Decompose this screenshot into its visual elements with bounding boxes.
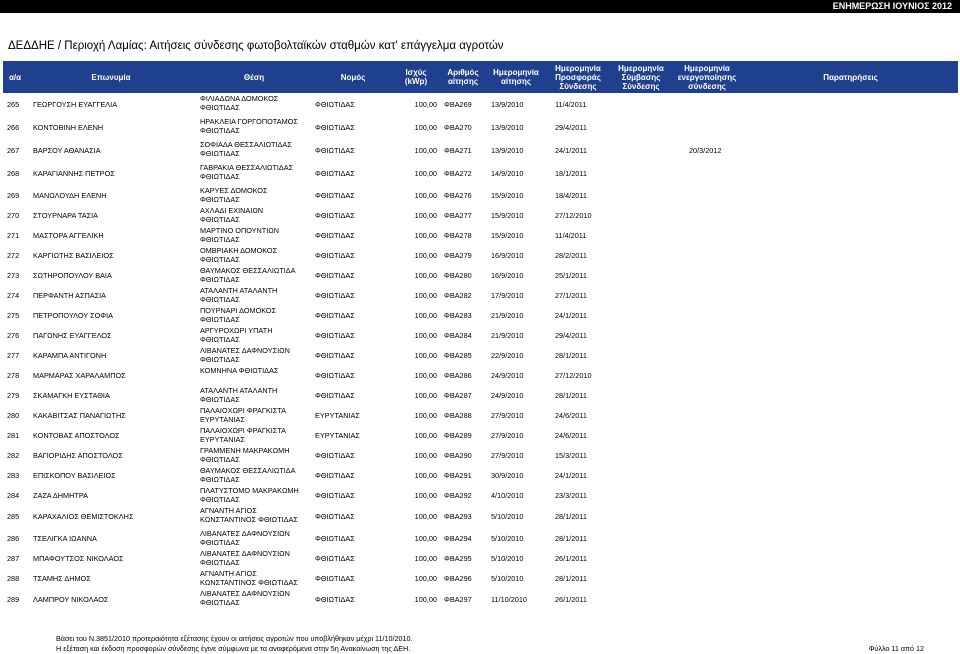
cell-name: ΠΕΡΦΑΝΤΗ ΑΣΠΑΣΙΑ bbox=[33, 290, 107, 300]
cell-activation-date bbox=[689, 465, 743, 485]
cell-power: 100,00 bbox=[414, 450, 437, 460]
table-row bbox=[3, 265, 958, 285]
cell-prefecture: ΦΘΙΩΤΙΔΑΣ bbox=[315, 490, 355, 500]
cell-offer-date: 24/6/2011 bbox=[555, 430, 587, 440]
cell-aa: 267 bbox=[7, 146, 20, 155]
cell-contract-date bbox=[615, 548, 671, 568]
cell-contract-date bbox=[615, 345, 671, 365]
table-row bbox=[3, 425, 958, 445]
col-name: Επωνυμία bbox=[91, 72, 131, 82]
col-offer-date: Ημερομηνία Προσφοράς Σύνδεσης bbox=[555, 63, 601, 91]
cell-aa: 274 bbox=[7, 290, 20, 300]
cell-app-date: 27/9/2010 bbox=[491, 450, 524, 460]
cell-power: 100,00 bbox=[414, 146, 437, 155]
cell-position: ΑΓΝΑΝΤΗ ΑΓΙΟΣ ΚΩΝΣΤΑΝΤΙΝΟΣ ΦΘΙΩΤΙΔΑΣ bbox=[200, 506, 298, 524]
table-row bbox=[3, 93, 958, 116]
col-aa: α/α bbox=[8, 72, 22, 82]
cell-prefecture: ΦΘΙΩΤΙΔΑΣ bbox=[315, 290, 355, 300]
cell-app-no: ΦΒΑ282 bbox=[444, 290, 472, 300]
cell-contract-date bbox=[615, 405, 671, 425]
cell-app-no: ΦΒΑ276 bbox=[444, 190, 472, 200]
cell-activation-date bbox=[689, 505, 743, 528]
table-row bbox=[3, 385, 958, 405]
cell-activation-date bbox=[689, 425, 743, 445]
cell-app-no: ΦΒΑ291 bbox=[444, 470, 472, 480]
cell-offer-date: 24/1/2011 bbox=[555, 470, 587, 480]
table-row bbox=[3, 445, 958, 465]
cell-name: ΜΑΡΜΑΡΑΣ ΧΑΡΑΛΑΜΠΟΣ bbox=[33, 370, 126, 380]
cell-activation-date bbox=[689, 162, 743, 185]
cell-contract-date bbox=[615, 116, 671, 139]
cell-app-no: ΦΒΑ269 bbox=[444, 100, 472, 109]
cell-power: 100,00 bbox=[414, 410, 437, 420]
cell-power: 100,00 bbox=[414, 100, 437, 109]
cell-app-date: 24/9/2010 bbox=[491, 370, 524, 380]
cell-app-no: ΦΒΑ289 bbox=[444, 430, 472, 440]
cell-activation-date bbox=[689, 548, 743, 568]
table-row bbox=[3, 139, 958, 162]
cell-activation-date bbox=[689, 93, 743, 116]
cell-prefecture: ΦΘΙΩΤΙΔΑΣ bbox=[315, 330, 355, 340]
table-row bbox=[3, 185, 958, 205]
footer-note-2: Η εξέταση και έκδοση προσφορών σύνδεσης έγινε σύμφωνα με τα αναφερόμενα στην 5η Ανακοίνωση της ΔΕΗ. bbox=[56, 644, 411, 653]
cell-app-no: ΦΒΑ279 bbox=[444, 250, 472, 260]
cell-aa: 282 bbox=[7, 450, 20, 460]
cell-position: ΛΙΒΑΝΑΤΕΣ ΔΑΦΝΟΥΣΙΩΝ ΦΘΙΩΤΙΔΑΣ bbox=[200, 346, 290, 364]
cell-aa: 269 bbox=[7, 190, 20, 200]
col-contract-date: Ημερομηνία Σύμβασης Σύνδεσης bbox=[618, 63, 664, 91]
table-row bbox=[3, 405, 958, 425]
top-banner bbox=[0, 0, 960, 13]
cell-aa: 273 bbox=[7, 270, 20, 280]
cell-position: ΟΜΒΡΙΑΚΗ ΔΟΜΟΚΟΣ ΦΘΙΩΤΙΔΑΣ bbox=[200, 246, 278, 264]
cell-name: ΚΑΚΑΒΙΤΣΑΣ ΠΑΝΑΓΙΩΤΗΣ bbox=[33, 410, 126, 420]
cell-app-date: 11/10/2010 bbox=[491, 595, 527, 604]
cell-prefecture: ΦΘΙΩΤΙΔΑΣ bbox=[315, 470, 355, 480]
cell-app-date: 21/9/2010 bbox=[491, 330, 524, 340]
cell-offer-date: 29/4/2011 bbox=[555, 330, 587, 340]
cell-power: 100,00 bbox=[414, 169, 437, 178]
cell-prefecture: ΦΘΙΩΤΙΔΑΣ bbox=[315, 270, 355, 280]
table-row bbox=[3, 305, 958, 325]
cell-name: ΠΕΤΡΟΠΟΥΛΟΥ ΣΟΦΙΑ bbox=[33, 310, 113, 320]
cell-offer-date: 26/1/2011 bbox=[555, 553, 587, 563]
cell-position: ΠΛΑΤΥΣΤΟΜΟ ΜΑΚΡΑΚΩΜΗ ΦΘΙΩΤΙΔΑΣ bbox=[200, 486, 299, 504]
cell-prefecture: ΦΘΙΩΤΙΔΑΣ bbox=[315, 450, 355, 460]
update-label: ΕΝΗΜΕΡΩΣΗ ΙΟΥΝΙΟΣ 2012 bbox=[832, 1, 952, 11]
cell-prefecture: ΦΘΙΩΤΙΔΑΣ bbox=[315, 100, 355, 109]
table-row bbox=[3, 116, 958, 139]
cell-power: 100,00 bbox=[414, 512, 437, 521]
cell-position: ΑΓΝΑΝΤΗ ΑΓΙΟΣ ΚΩΝΣΤΑΝΤΙΝΟΣ ΦΘΙΩΤΙΔΑΣ bbox=[200, 569, 298, 587]
cell-activation-date bbox=[689, 325, 743, 345]
cell-power: 100,00 bbox=[414, 533, 437, 543]
cell-aa: 288 bbox=[7, 573, 20, 583]
cell-app-date: 15/9/2010 bbox=[491, 190, 524, 200]
col-remarks: Παρατηρήσεις bbox=[823, 72, 878, 82]
table-row bbox=[3, 505, 958, 528]
cell-app-no: ΦΒΑ280 bbox=[444, 270, 472, 280]
cell-app-date: 14/9/2010 bbox=[491, 169, 524, 178]
cell-app-date: 24/9/2010 bbox=[491, 390, 524, 400]
table-row bbox=[3, 162, 958, 185]
col-power: Ισχύς (kWp) bbox=[404, 68, 428, 86]
cell-position: ΘΑΥΜΑΚΟΣ ΘΕΣΣΑΛΙΩΤΙΔΑ ΦΘΙΩΤΙΔΑΣ bbox=[200, 266, 296, 284]
cell-aa: 272 bbox=[7, 250, 20, 260]
cell-app-no: ΦΒΑ293 bbox=[444, 512, 472, 521]
cell-app-no: ΦΒΑ296 bbox=[444, 573, 472, 583]
cell-aa: 280 bbox=[7, 410, 20, 420]
cell-activation-date bbox=[689, 345, 743, 365]
cell-power: 100,00 bbox=[414, 310, 437, 320]
cell-contract-date bbox=[615, 93, 671, 116]
cell-position: ΗΡΑΚΛΕΙΑ ΓΟΡΓΟΠΟΤΑΜΟΣ ΦΘΙΩΤΙΔΑΣ bbox=[200, 117, 298, 135]
cell-offer-date: 28/1/2011 bbox=[555, 573, 587, 583]
cell-power: 100,00 bbox=[414, 390, 437, 400]
cell-prefecture: ΦΘΙΩΤΙΔΑΣ bbox=[315, 169, 355, 178]
cell-offer-date: 25/1/2011 bbox=[555, 270, 587, 280]
cell-prefecture: ΦΘΙΩΤΙΔΑΣ bbox=[315, 310, 355, 320]
cell-prefecture: ΦΘΙΩΤΙΔΑΣ bbox=[315, 190, 355, 200]
page-title: ΔΕΔΔΗΕ / Περιοχή Λαμίας: Αιτήσεις σύνδεσης φωτοβολταϊκών σταθμών κατ' επάγγελμα αγροτών bbox=[8, 40, 504, 52]
cell-contract-date bbox=[615, 485, 671, 505]
cell-contract-date bbox=[615, 568, 671, 588]
cell-name: ΒΑΡΣΟΥ ΑΘΑΝΑΣΙΑ bbox=[33, 146, 101, 155]
cell-app-no: ΦΒΑ270 bbox=[444, 123, 472, 132]
cell-app-no: ΦΒΑ292 bbox=[444, 490, 472, 500]
cell-activation-date bbox=[689, 405, 743, 425]
cell-offer-date: 28/1/2011 bbox=[555, 512, 587, 521]
cell-prefecture: ΦΘΙΩΤΙΔΑΣ bbox=[315, 573, 355, 583]
cell-offer-date: 15/3/2011 bbox=[555, 450, 587, 460]
cell-aa: 284 bbox=[7, 490, 20, 500]
cell-offer-date: 28/1/2011 bbox=[555, 533, 587, 543]
table-row bbox=[3, 528, 958, 548]
cell-position: ΓΡΑΜΜΕΝΗ ΜΑΚΡΑΚΩΜΗ ΦΘΙΩΤΙΔΑΣ bbox=[200, 446, 290, 464]
cell-position: ΑΧΛΑΔΙ ΕΧΙΝΑΙΩΝ ΦΘΙΩΤΙΔΑΣ bbox=[200, 206, 264, 224]
cell-power: 100,00 bbox=[414, 190, 437, 200]
cell-name: ΕΠΙΣΚΟΠΟΥ ΒΑΣΙΛΕΙΟΣ bbox=[33, 470, 116, 480]
table-row bbox=[3, 325, 958, 345]
page-number: Φύλλο 11 από 12 bbox=[868, 644, 924, 653]
cell-position: ΦΙΛΙΑΔΩΝΑ ΔΟΜΟΚΟΣ ΦΘΙΩΤΙΔΑΣ bbox=[200, 94, 279, 112]
cell-name: ΜΠΑΦΟΥΤΣΟΣ ΝΙΚΟΛΑΟΣ bbox=[33, 553, 124, 563]
cell-position: ΜΑΡΤΙΝΟ ΟΠΟΥΝΤΙΩΝ ΦΘΙΩΤΙΔΑΣ bbox=[200, 226, 280, 244]
cell-aa: 265 bbox=[7, 100, 20, 109]
cell-aa: 275 bbox=[7, 310, 20, 320]
cell-power: 100,00 bbox=[414, 490, 437, 500]
cell-app-date: 16/9/2010 bbox=[491, 250, 524, 260]
cell-offer-date: 18/4/2011 bbox=[555, 190, 587, 200]
cell-activation-date bbox=[689, 185, 743, 205]
table-row bbox=[3, 568, 958, 588]
cell-contract-date bbox=[615, 528, 671, 548]
cell-prefecture: ΕΥΡΥΤΑΝΙΑΣ bbox=[315, 430, 360, 440]
cell-position: ΛΙΒΑΝΑΤΕΣ ΔΑΦΝΟΥΣΙΩΝ ΦΘΙΩΤΙΔΑΣ bbox=[200, 589, 290, 607]
cell-aa: 289 bbox=[7, 595, 20, 604]
cell-app-no: ΦΒΑ277 bbox=[444, 210, 472, 220]
cell-name: ΚΑΡΑΓΙΑΝΝΗΣ ΠΕΤΡΟΣ bbox=[33, 169, 115, 178]
cell-position: ΘΑΥΜΑΚΟΣ ΘΕΣΣΑΛΙΩΤΙΔΑ ΦΘΙΩΤΙΔΑΣ bbox=[200, 466, 296, 484]
cell-app-no: ΦΒΑ284 bbox=[444, 330, 472, 340]
cell-app-date: 5/10/2010 bbox=[491, 533, 524, 543]
cell-position: ΣΟΦΙΑΔΑ ΘΕΣΣΑΛΙΩΤΙΔΑΣ ΦΘΙΩΤΙΔΑΣ bbox=[200, 140, 292, 158]
cell-contract-date bbox=[615, 365, 671, 385]
cell-name: ΒΑΓΙΟΡΙΔΗΣ ΑΠΟΣΤΟΛΟΣ bbox=[33, 450, 123, 460]
cell-power: 100,00 bbox=[414, 330, 437, 340]
cell-aa: 286 bbox=[7, 533, 20, 543]
cell-power: 100,00 bbox=[414, 123, 437, 132]
cell-app-no: ΦΒΑ283 bbox=[444, 310, 472, 320]
cell-name: ΜΑΝΩΛΟΥΔΗ ΕΛΕΝΗ bbox=[33, 190, 107, 200]
cell-offer-date: 24/1/2011 bbox=[555, 310, 587, 320]
cell-power: 100,00 bbox=[414, 350, 437, 360]
cell-position: ΠΑΛΑΙΟΧΩΡΙ ΦΡΑΓΚΙΣΤΑ ΕΥΡΥΤΑΝΙΑΣ bbox=[200, 406, 287, 424]
cell-app-date: 27/9/2010 bbox=[491, 430, 524, 440]
applications-table bbox=[3, 61, 958, 611]
cell-name: ΠΑΓΩΝΗΣ ΕΥΑΓΓΕΛΟΣ bbox=[33, 330, 112, 340]
cell-name: ΓΕΩΡΓΟΥΣΗ ΕΥΑΓΓΕΛΙΑ bbox=[33, 100, 118, 109]
cell-offer-date: 26/1/2011 bbox=[555, 595, 587, 604]
cell-activation-date bbox=[689, 205, 743, 225]
cell-aa: 270 bbox=[7, 210, 20, 220]
cell-offer-date: 28/1/2011 bbox=[555, 350, 587, 360]
cell-contract-date bbox=[615, 162, 671, 185]
cell-contract-date bbox=[615, 265, 671, 285]
cell-prefecture: ΦΘΙΩΤΙΔΑΣ bbox=[315, 512, 355, 521]
cell-app-date: 15/9/2010 bbox=[491, 210, 524, 220]
cell-contract-date bbox=[615, 465, 671, 485]
cell-contract-date bbox=[615, 425, 671, 445]
cell-app-date: 13/9/2010 bbox=[491, 123, 524, 132]
cell-offer-date: 24/6/2011 bbox=[555, 410, 587, 420]
cell-app-date: 5/10/2010 bbox=[491, 573, 524, 583]
cell-prefecture: ΦΘΙΩΤΙΔΑΣ bbox=[315, 553, 355, 563]
cell-aa: 268 bbox=[7, 169, 20, 178]
cell-offer-date: 11/4/2011 bbox=[555, 100, 587, 109]
cell-prefecture: ΦΘΙΩΤΙΔΑΣ bbox=[315, 123, 355, 132]
col-app-date: Ημερομηνία αίτησης bbox=[493, 68, 539, 86]
cell-offer-date: 11/4/2011 bbox=[555, 230, 587, 240]
cell-power: 100,00 bbox=[414, 270, 437, 280]
cell-activation-date bbox=[689, 265, 743, 285]
cell-offer-date: 28/1/2011 bbox=[555, 390, 587, 400]
cell-contract-date bbox=[615, 325, 671, 345]
cell-prefecture: ΦΘΙΩΤΙΔΑΣ bbox=[315, 146, 355, 155]
cell-contract-date bbox=[615, 225, 671, 245]
cell-prefecture: ΦΘΙΩΤΙΔΑΣ bbox=[315, 533, 355, 543]
cell-app-date: 4/10/2010 bbox=[491, 490, 524, 500]
cell-power: 100,00 bbox=[414, 210, 437, 220]
cell-app-no: ΦΒΑ278 bbox=[444, 230, 472, 240]
cell-contract-date bbox=[615, 285, 671, 305]
cell-aa: 279 bbox=[7, 390, 20, 400]
cell-prefecture: ΦΘΙΩΤΙΔΑΣ bbox=[315, 250, 355, 260]
cell-position: ΓΑΒΡΑΚΙΑ ΘΕΣΣΑΛΙΩΤΙΔΑΣ ΦΘΙΩΤΙΔΑΣ bbox=[200, 163, 294, 181]
table-header bbox=[3, 61, 958, 93]
cell-power: 100,00 bbox=[414, 370, 437, 380]
cell-aa: 271 bbox=[7, 230, 20, 240]
cell-app-no: ΦΒΑ272 bbox=[444, 169, 472, 178]
cell-name: ΣΩΤΗΡΟΠΟΥΛΟΥ ΒΑΙΑ bbox=[33, 270, 112, 280]
cell-contract-date bbox=[615, 588, 671, 611]
cell-offer-date: 29/4/2011 bbox=[555, 123, 587, 132]
table-row bbox=[3, 285, 958, 305]
cell-activation-date bbox=[689, 445, 743, 465]
cell-app-date: 13/9/2010 bbox=[491, 100, 524, 109]
cell-offer-date: 28/2/2011 bbox=[555, 250, 587, 260]
cell-app-date: 30/9/2010 bbox=[491, 470, 524, 480]
cell-contract-date bbox=[615, 185, 671, 205]
cell-offer-date: 18/1/2011 bbox=[555, 169, 587, 178]
cell-aa: 281 bbox=[7, 430, 20, 440]
table-row bbox=[3, 588, 958, 611]
cell-activation-date bbox=[689, 568, 743, 588]
cell-aa: 287 bbox=[7, 553, 20, 563]
cell-position: ΑΡΓΥΡΟΧΩΡΙ ΥΠΑΤΗ ΦΘΙΩΤΙΔΑΣ bbox=[200, 326, 273, 344]
table-row bbox=[3, 465, 958, 485]
cell-app-no: ΦΒΑ285 bbox=[444, 350, 472, 360]
cell-activation-date bbox=[689, 365, 743, 385]
table-row bbox=[3, 365, 958, 385]
cell-app-no: ΦΒΑ271 bbox=[444, 146, 472, 155]
cell-power: 100,00 bbox=[414, 430, 437, 440]
cell-aa: 266 bbox=[7, 123, 20, 132]
cell-prefecture: ΕΥΡΥΤΑΝΙΑΣ bbox=[315, 410, 360, 420]
cell-app-date: 5/10/2010 bbox=[491, 512, 524, 521]
cell-name: ΚΑΡΓΙΩΤΗΣ ΒΑΣΙΛΕΙΟΣ bbox=[33, 250, 114, 260]
cell-name: ΤΣΑΜΗΣ ΔΗΜΟΣ bbox=[33, 573, 91, 583]
cell-power: 100,00 bbox=[414, 470, 437, 480]
table-body bbox=[3, 93, 958, 611]
cell-power: 100,00 bbox=[414, 250, 437, 260]
cell-app-no: ΦΒΑ286 bbox=[444, 370, 472, 380]
cell-contract-date bbox=[615, 305, 671, 325]
cell-name: ΜΑΣΤΟΡΑ ΑΓΓΕΛΙΚΗ bbox=[33, 230, 104, 240]
cell-contract-date bbox=[615, 445, 671, 465]
cell-prefecture: ΦΘΙΩΤΙΔΑΣ bbox=[315, 390, 355, 400]
col-prefecture: Νομός bbox=[340, 72, 366, 82]
cell-name: ΖΑΖΑ ΔΗΜΗΤΡΑ bbox=[33, 490, 89, 500]
cell-name: ΚΑΡΑΜΠΑ ΑΝΤΙΓΟΝΗ bbox=[33, 350, 107, 360]
cell-position: ΠΟΥΡΝΑΡΙ ΔΟΜΟΚΟΣ ΦΘΙΩΤΙΔΑΣ bbox=[200, 306, 277, 324]
cell-contract-date bbox=[615, 385, 671, 405]
cell-activation-date bbox=[689, 225, 743, 245]
cell-app-no: ΦΒΑ290 bbox=[444, 450, 472, 460]
col-app-no: Αριθμός αίτησης bbox=[447, 68, 479, 86]
cell-power: 100,00 bbox=[414, 595, 437, 604]
table-row bbox=[3, 345, 958, 365]
footer-note-1: Βάσει του Ν.3851/2010 προτεραιότητα εξέτασης έχουν οι αιτήσεις αγροτών που υποβλήθηκαν μέχρι 11/10/2010. bbox=[56, 634, 413, 643]
cell-prefecture: ΦΘΙΩΤΙΔΑΣ bbox=[315, 230, 355, 240]
cell-app-no: ΦΒΑ288 bbox=[444, 410, 472, 420]
cell-app-date: 22/9/2010 bbox=[491, 350, 524, 360]
cell-aa: 277 bbox=[7, 350, 20, 360]
cell-contract-date bbox=[615, 139, 671, 162]
cell-position: ΛΙΒΑΝΑΤΕΣ ΔΑΦΝΟΥΣΙΩΝ ΦΘΙΩΤΙΔΑΣ bbox=[200, 549, 290, 567]
cell-name: ΣΚΑΜΑΓΚΗ ΕΥΣΤΑΘΙΑ bbox=[33, 390, 110, 400]
cell-name: ΛΑΜΠΡΟΥ ΝΙΚΟΛΑΟΣ bbox=[33, 595, 109, 604]
cell-aa: 283 bbox=[7, 470, 20, 480]
cell-offer-date: 27/12/2010 bbox=[555, 210, 592, 220]
cell-contract-date bbox=[615, 505, 671, 528]
cell-activation-date bbox=[689, 385, 743, 405]
cell-aa: 276 bbox=[7, 330, 20, 340]
cell-activation-date bbox=[689, 285, 743, 305]
cell-name: ΚΟΝΤΟΒΑΣ ΑΠΟΣΤΟΛΟΣ bbox=[33, 430, 120, 440]
cell-position: ΚΟΜΝΗΝΑ ΦΘΙΩΤΙΔΑΣ bbox=[200, 366, 279, 375]
cell-app-no: ΦΒΑ297 bbox=[444, 595, 472, 604]
col-activation-date: Ημερομηνία ενεργοποίησης σύνδεσης bbox=[677, 63, 737, 91]
cell-activation-date bbox=[689, 305, 743, 325]
cell-app-date: 27/9/2010 bbox=[491, 410, 524, 420]
cell-contract-date bbox=[615, 205, 671, 225]
cell-offer-date: 24/1/2011 bbox=[555, 146, 587, 155]
cell-prefecture: ΦΘΙΩΤΙΔΑΣ bbox=[315, 350, 355, 360]
cell-app-no: ΦΒΑ287 bbox=[444, 390, 472, 400]
col-position: Θέση bbox=[243, 72, 265, 82]
table-row bbox=[3, 548, 958, 568]
cell-app-date: 13/9/2010 bbox=[491, 146, 524, 155]
cell-power: 100,00 bbox=[414, 230, 437, 240]
cell-app-date: 5/10/2010 bbox=[491, 553, 524, 563]
table-row bbox=[3, 245, 958, 265]
cell-activation-date bbox=[689, 528, 743, 548]
cell-aa: 285 bbox=[7, 512, 20, 521]
cell-app-date: 15/9/2010 bbox=[491, 230, 524, 240]
cell-app-no: ΦΒΑ294 bbox=[444, 533, 472, 543]
cell-activation-date bbox=[689, 485, 743, 505]
cell-position: ΛΙΒΑΝΑΤΕΣ ΔΑΦΝΟΥΣΙΩΝ ΦΘΙΩΤΙΔΑΣ bbox=[200, 529, 290, 547]
cell-activation-date bbox=[689, 245, 743, 265]
cell-app-date: 17/9/2010 bbox=[491, 290, 524, 300]
cell-power: 100,00 bbox=[414, 573, 437, 583]
cell-offer-date: 27/12/2010 bbox=[555, 370, 592, 380]
cell-name: ΣΤΟΥΡΝΑΡΑ ΤΑΣΙΑ bbox=[33, 210, 99, 220]
cell-prefecture: ΦΘΙΩΤΙΔΑΣ bbox=[315, 370, 355, 380]
cell-activation-date bbox=[689, 116, 743, 139]
table-row bbox=[3, 485, 958, 505]
cell-activation-date: 20/3/2012 bbox=[689, 146, 722, 155]
cell-app-no: ΦΒΑ295 bbox=[444, 553, 472, 563]
cell-position: ΚΑΡΥΕΣ ΔΟΜΟΚΟΣ ΦΘΙΩΤΙΔΑΣ bbox=[200, 186, 268, 204]
cell-prefecture: ΦΘΙΩΤΙΔΑΣ bbox=[315, 595, 355, 604]
cell-offer-date: 23/3/2011 bbox=[555, 490, 587, 500]
cell-name: ΚΑΡΑΧΑΛΙΟΣ ΘΕΜΙΣΤΟΚΛΗΣ bbox=[33, 512, 134, 521]
cell-position: ΑΤΑΛΑΝΤΗ ΑΤΑΛΑΝΤΗ ΦΘΙΩΤΙΔΑΣ bbox=[200, 286, 278, 304]
cell-position: ΠΑΛΑΙΟΧΩΡΙ ΦΡΑΓΚΙΣΤΑ ΕΥΡΥΤΑΝΙΑΣ bbox=[200, 426, 287, 444]
cell-name: ΤΣΕΛΙΓΚΑ ΙΩΑΝΝΑ bbox=[33, 533, 97, 543]
cell-name: ΚΟΝΤΟΒΙΝΗ ΕΛΕΝΗ bbox=[33, 123, 104, 132]
table-row bbox=[3, 225, 958, 245]
cell-power: 100,00 bbox=[414, 553, 437, 563]
cell-contract-date bbox=[615, 245, 671, 265]
cell-power: 100,00 bbox=[414, 290, 437, 300]
cell-app-date: 16/9/2010 bbox=[491, 270, 524, 280]
cell-aa: 278 bbox=[7, 370, 20, 380]
table-row bbox=[3, 205, 958, 225]
cell-activation-date bbox=[689, 588, 743, 611]
cell-offer-date: 27/1/2011 bbox=[555, 290, 587, 300]
cell-app-date: 21/9/2010 bbox=[491, 310, 524, 320]
cell-prefecture: ΦΘΙΩΤΙΔΑΣ bbox=[315, 210, 355, 220]
cell-position: ΑΤΑΛΑΝΤΗ ΑΤΑΛΑΝΤΗ ΦΘΙΩΤΙΔΑΣ bbox=[200, 386, 278, 404]
